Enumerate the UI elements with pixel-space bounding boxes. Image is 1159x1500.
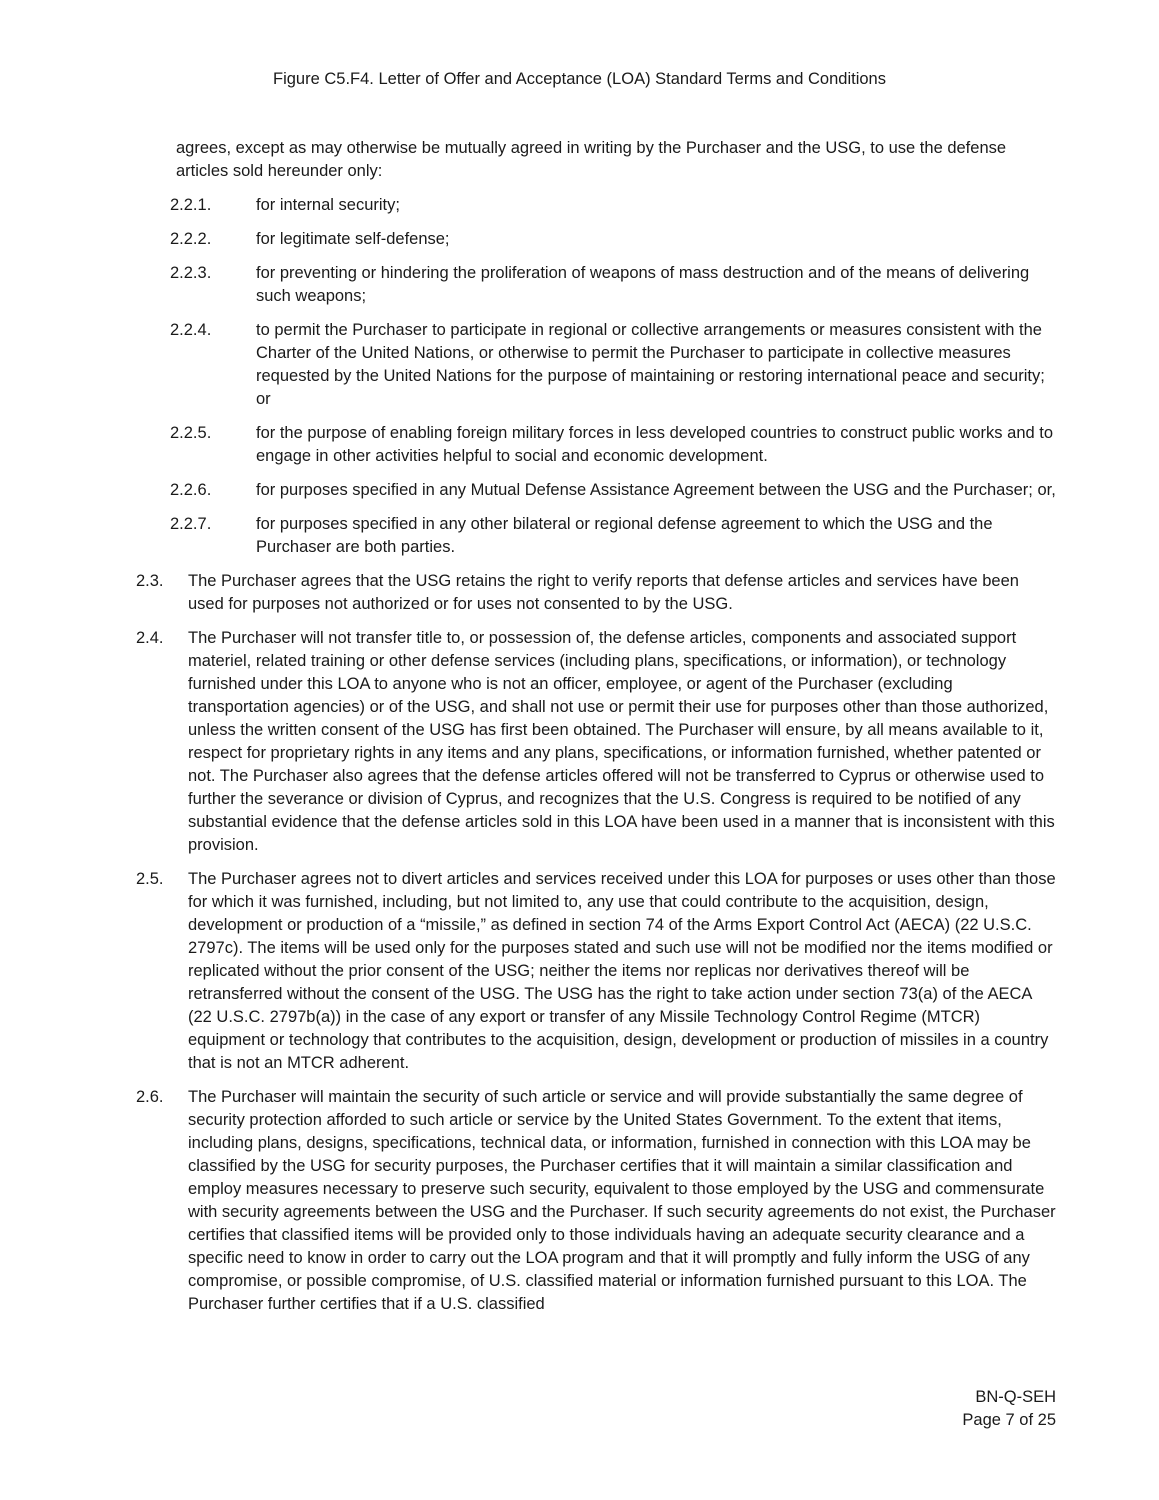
section-2-3 <box>0 570 1159 616</box>
section-number: 2.4. <box>136 629 164 647</box>
list-item-2-2-3 <box>0 262 1159 308</box>
section-number: 2.5. <box>136 870 164 888</box>
list-item-2-2-5 <box>0 422 1159 468</box>
item-text: for internal security; <box>256 196 400 214</box>
section-2-6 <box>0 1086 1159 1316</box>
list-item-2-2-7 <box>0 513 1159 559</box>
list-item-2-2-6 <box>0 479 1159 502</box>
section-text: The Purchaser will maintain the security of such article or service and will provide substantially the same degree of security protection afforded to such article or service by the United States Government. To the extent that items, including plans, designs, specifications, technical data, or information, furnished in connection with this LOA may be classified by the USG for security purposes, the Purchaser certifies that it will maintain a similar classification and employ measures necessary to preserve such security, equivalent to those employed by the USG and commensurate with security agreements between the USG and the Purchaser. If such security agreements do not exist, the Purchaser certifies that classified items will be provided only to those individuals having an adequate security clearance and a specific need to know in order to carry out the LOA program and that it will promptly and fully inform the USG of any compromise, or possible compromise, of U.S. classified material or information furnished pursuant to this LOA. The Purchaser further certifies that if a U.S. classified <box>188 1088 1056 1313</box>
list-item-2-2-1 <box>0 194 1159 217</box>
item-number: 2.2.5. <box>170 424 212 442</box>
item-number: 2.2.2. <box>170 230 212 248</box>
section-number: 2.3. <box>136 572 164 590</box>
item-number: 2.2.3. <box>170 264 212 282</box>
item-number: 2.2.4. <box>170 321 212 339</box>
item-text: for the purpose of enabling foreign military forces in less developed countries to construct public works and to engage in other activities helpful to social and economic development. <box>256 424 1054 465</box>
case-identifier: BN-Q-SEH <box>975 1388 1056 1406</box>
item-text: to permit the Purchaser to participate in regional or collective arrangements or measures consistent with the Charter of the United Nations, or otherwise to permit the Purchaser to participate in collective measures requested by the United Nations for the purpose of maintaining or restoring international peace and security; or <box>256 321 1045 408</box>
section-text: The Purchaser agrees that the USG retains the right to verify reports that defense articles and services have been used for purposes not authorized or for uses not consented to by the USG. <box>188 572 1019 613</box>
section-text: The Purchaser will not transfer title to, or possession of, the defense articles, components and associated support materiel, related training or other defense services (including plans, specifications, or information), or technology furnished under this LOA to anyone who is not an officer, employee, or agent of the Purchaser (excluding transportation agencies) or of the USG, and shall not use or permit their use for purposes other than those authorized, unless the written consent of the USG has first been obtained. The Purchaser will ensure, by all means available to it, respect for proprietary rights in any items and any plans, specifications, or information furnished, whether patented or not. The Purchaser also agrees that the defense articles offered will not be transferred to Cyprus or otherwise used to further the severance or division of Cyprus, and recognizes that the U.S. Congress is required to be notified of any substantial evidence that the defense articles sold in this LOA have been used in a manner that is inconsistent with this provision. <box>188 629 1055 854</box>
page-footer <box>962 1386 1056 1432</box>
section-number: 2.6. <box>136 1088 164 1106</box>
item-number: 2.2.7. <box>170 515 212 533</box>
item-number: 2.2.6. <box>170 481 212 499</box>
section-2-5 <box>0 868 1159 1075</box>
item-text: for purposes specified in any other bilateral or regional defense agreement to which the USG and the Purchaser are both parties. <box>256 515 993 556</box>
item-number: 2.2.1. <box>170 196 212 214</box>
item-text: for preventing or hindering the proliferation of weapons of mass destruction and of the means of delivering such weapons; <box>256 264 1030 305</box>
item-text: for purposes specified in any Mutual Defense Assistance Agreement between the USG and the Purchaser; or, <box>256 481 1056 499</box>
intro-paragraph: agrees, except as may otherwise be mutually agreed in writing by the Purchaser and the USG, to use the defense articles sold hereunder only: <box>176 139 1007 180</box>
item-text: for legitimate self-defense; <box>256 230 450 248</box>
document-body <box>0 137 1159 1327</box>
list-item-2-2-4 <box>0 319 1159 411</box>
list-item-2-2-2 <box>0 228 1159 251</box>
page-number: Page 7 of 25 <box>962 1411 1056 1429</box>
section-2-4 <box>0 627 1159 857</box>
section-text: The Purchaser agrees not to divert articles and services received under this LOA for purposes or uses other than those for which it was furnished, including, but not limited to, any use that could contribute to the acquisition, design, development or production of a “missile,” as defined in section 74 of the Arms Export Control Act (AECA) (22 U.S.C. 2797c). The items will be used only for the purposes stated and such use will not be modified nor the items modified or replicated without the prior consent of the USG; neither the items nor replicas nor derivatives thereof will be retransferred without the consent of the USG. The USG has the right to take action under section 73(a) of the AECA (22 U.S.C. 2797b(a)) in the case of any export or transfer of any Missile Technology Control Regime (MTCR) equipment or technology that contributes to the acquisition, design, development or production of missiles in a country that is not an MTCR adherent. <box>188 870 1056 1072</box>
page-header-title: Figure C5.F4. Letter of Offer and Acceptance (LOA) Standard Terms and Conditions <box>273 70 886 88</box>
